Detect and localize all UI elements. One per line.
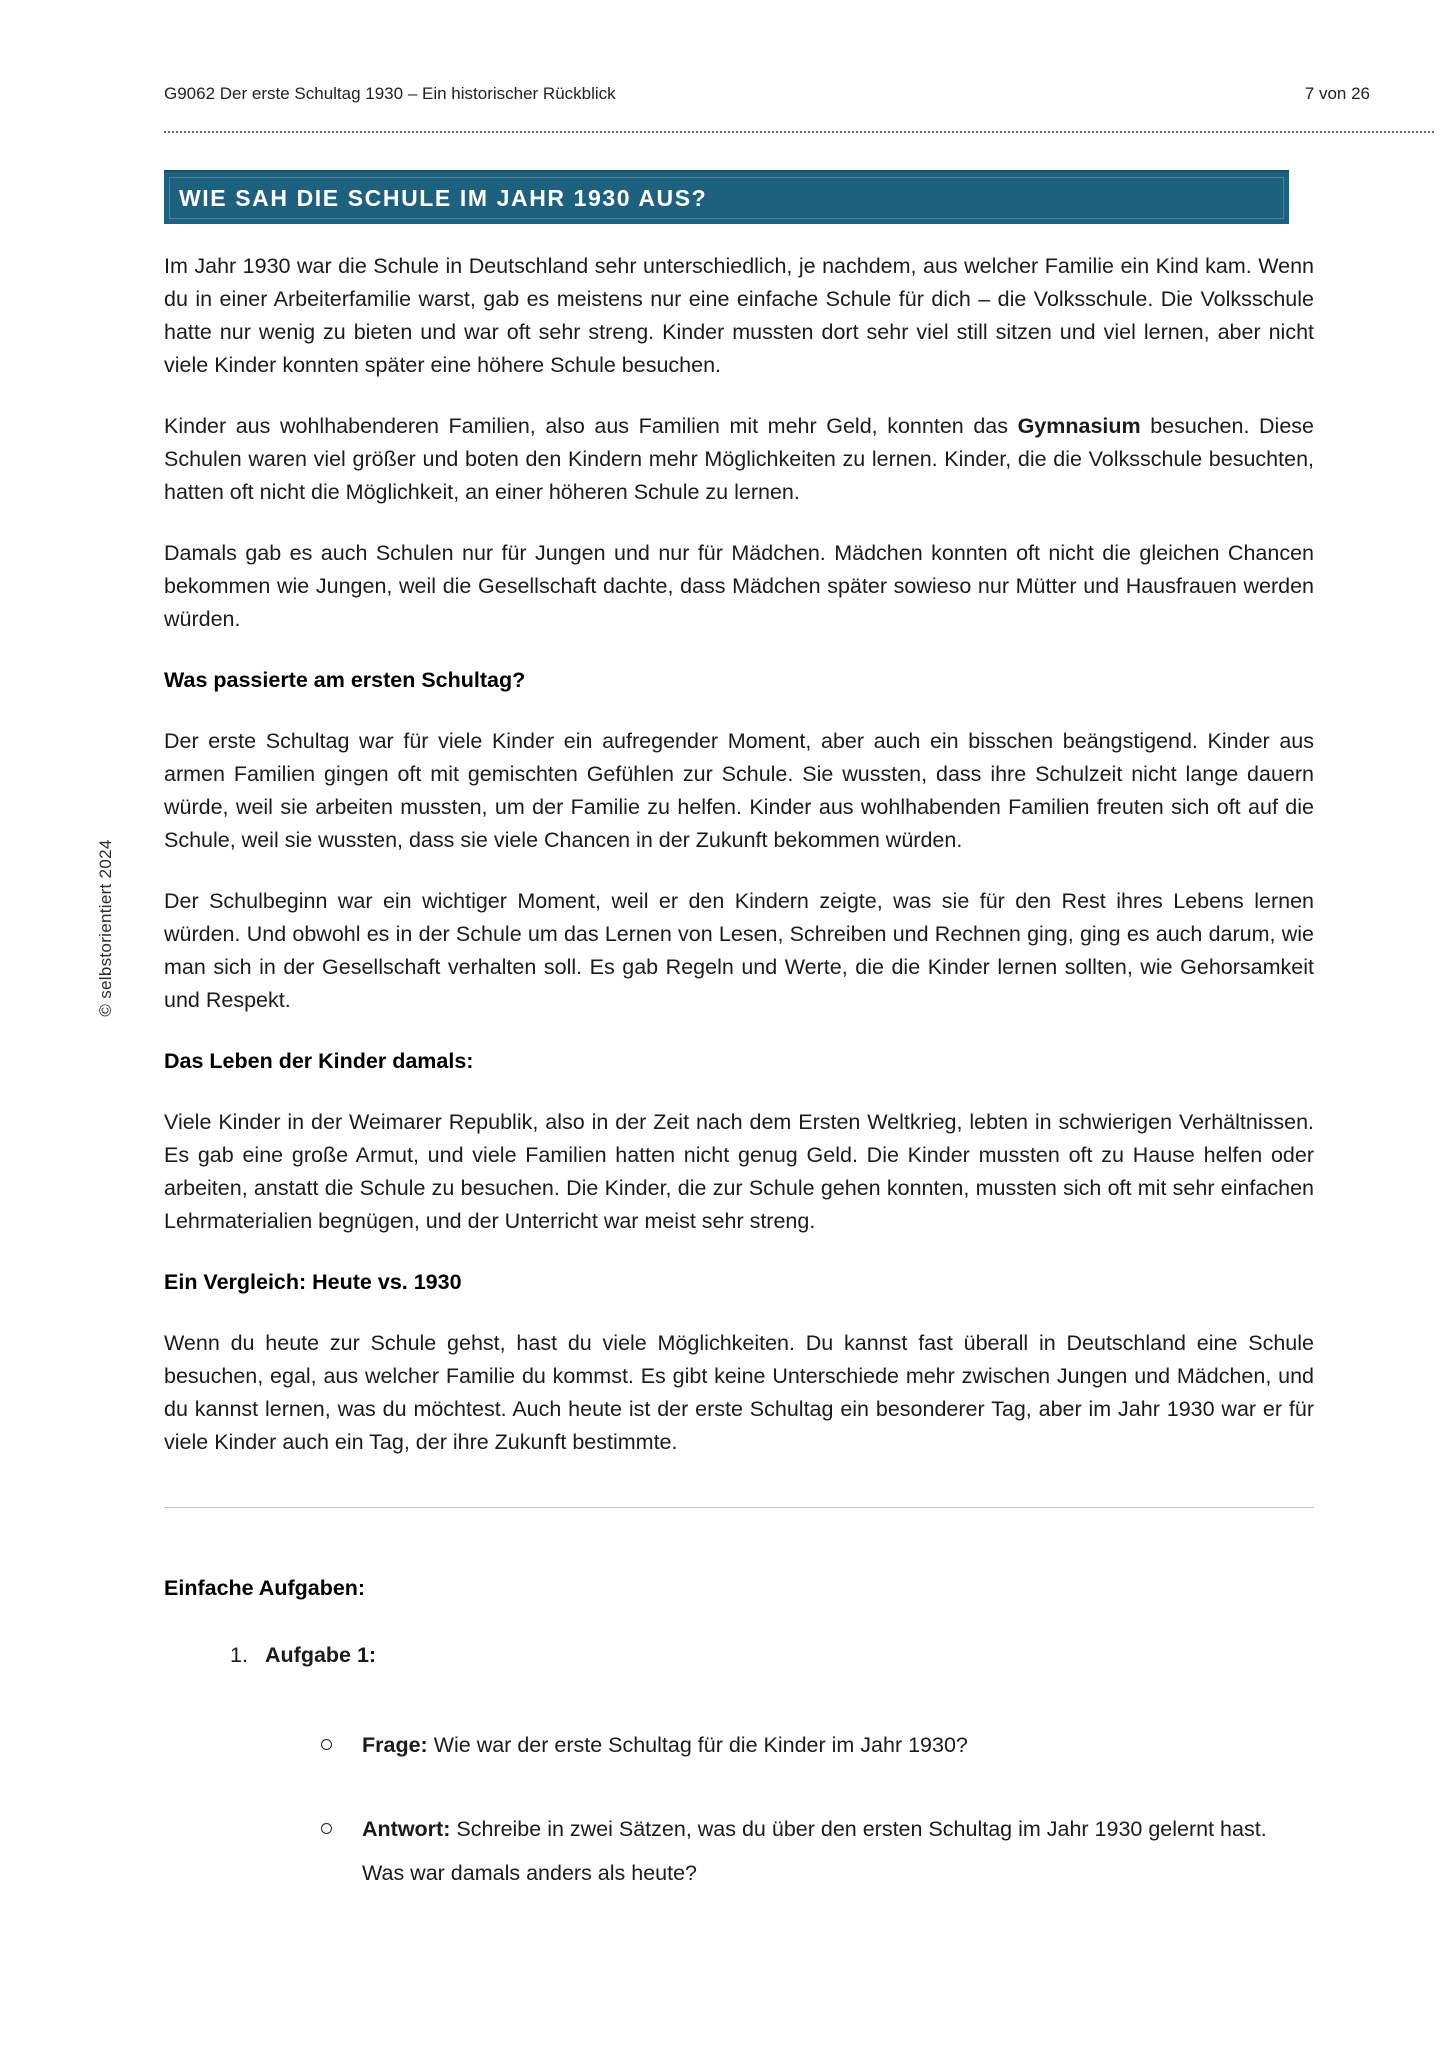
document-title: G9062 Der erste Schultag 1930 – Ein historischer Rückblick: [164, 84, 616, 103]
section-title: WIE SAH DIE SCHULE IM JAHR 1930 AUS?: [179, 184, 708, 211]
paragraph-gymnasium-pre: Kinder aus wohlhabenderen Familien, also aus Familien mit mehr Geld, konnten das: [164, 414, 1018, 438]
circle-bullet-icon: [321, 1739, 332, 1750]
section-title-banner: [164, 170, 1289, 224]
paragraph-erster-schultag: Der erste Schultag war für viele Kinder ein aufregender Moment, aber auch ein bisschen beängstigend. Kinder aus armen Familien gingen oft mit gemischten Gefühlen zur Schule. Sie wussten, dass ihre Schulzeit nicht lange dauern würde, weil sie arbeiten mussten, um der Familie zu helfen. Kinder aus wohlhabenden Familien freuten sich oft auf die Schule, weil sie wussten, dass sie viele Chancen in der Zukunft bekommen würden.: [164, 729, 1314, 852]
frage-text: Wie war der erste Schultag für die Kinder im Jahr 1930?: [433, 1733, 968, 1757]
main-content: [164, 170, 1314, 1895]
tasks-heading: Einfache Aufgaben:: [164, 1576, 366, 1600]
task-item-1-number: 1.: [230, 1643, 248, 1667]
paragraph-vergleich: Wenn du heute zur Schule gehst, hast du viele Möglichkeiten. Du kannst fast überall in Deutschland eine Schule besuchen, egal, aus welcher Familie du kommst. Es gibt keine Unterschiede mehr zwischen Jungen und Mädchen, und du kannst lernen, was du möchtest. Auch heute ist der erste Schultag ein besonderer Tag, aber im Jahr 1930 war er für viele Kinder auch ein Tag, der ihre Zukunft bestimmte.: [164, 1331, 1314, 1454]
header-divider-dotted: [164, 131, 1434, 133]
bold-word-gymnasium: Gymnasium: [1017, 414, 1141, 438]
frage-label: Frage:: [362, 1733, 428, 1757]
paragraph-jungen-maedchen: Damals gab es auch Schulen nur für Jungen und nur für Mädchen. Mädchen konnten oft nicht die gleichen Chancen bekommen wie Jungen, weil die Gesellschaft dachte, dass Mädchen später sowieso nur Mütter und Hausfrauen werden würden.: [164, 541, 1314, 631]
heading-vergleich: Ein Vergleich: Heute vs. 1930: [164, 1270, 462, 1294]
task-item-1-label: Aufgabe 1:: [265, 1643, 377, 1667]
section-divider-line: [164, 1507, 1314, 1508]
paragraph-schulbeginn: Der Schulbeginn war ein wichtiger Moment, weil er den Kindern zeigte, was sie für den Rest ihres Lebens lernen würden. Und obwohl es in der Schule um das Lernen von Lesen, Schreiben und Rechnen ging, ging es auch darum, wie man sich in der Gesellschaft verhalten soll. Es gab Regeln und Werte, die die Kinder lernen sollten, wie Gehorsamkeit und Respekt.: [164, 889, 1314, 1012]
page-number: 7 von 26: [1304, 84, 1370, 103]
heading-leben-der-kinder: Das Leben der Kinder damals:: [164, 1049, 474, 1073]
antwort-label: Antwort:: [362, 1817, 451, 1841]
heading-erster-schultag: Was passierte am ersten Schultag?: [164, 668, 526, 692]
task-frage-item: [164, 1723, 1277, 1767]
paragraph-volksschule: Im Jahr 1930 war die Schule in Deutschland sehr unterschiedlich, je nachdem, aus welcher Familie ein Kind kam. Wenn du in einer Arbeiterfamilie warst, gab es meistens nur eine einfache Schule für dich – die Volksschule. Die Volksschule hatte nur wenig zu bieten und war oft sehr streng. Kinder mussten dort sehr viel still sitzen und viel lernen, aber nicht viele Kinder konnten später eine höhere Schule besuchen.: [164, 254, 1314, 377]
paragraph-gymnasium: [164, 410, 1314, 509]
paragraph-gymnasium-post: besuchen. Diese Schulen waren viel größer und boten den Kindern mehr Möglichkeiten zu lernen. Kinder, die die Volksschule besuchten, hatten oft nicht die Möglichkeit, an einer höheren Schule zu lernen.: [164, 414, 1314, 504]
task-antwort-item: [164, 1807, 1277, 1895]
circle-bullet-icon: [321, 1823, 332, 1834]
antwort-text: Schreibe in zwei Sätzen, was du über den ersten Schultag im Jahr 1930 gelernt hast. Was war damals anders als heute?: [362, 1817, 1267, 1885]
copyright-vertical-text: © selbstorientiert 2024: [96, 839, 115, 1017]
page-header: [164, 84, 1370, 104]
paragraph-weimarer-republik: Viele Kinder in der Weimarer Republik, also in der Zeit nach dem Ersten Weltkrieg, lebten in schwierigen Verhältnissen. Es gab eine große Armut, und viele Familien hatten nicht genug Geld. Die Kinder mussten oft zu Hause helfen oder arbeiten, anstatt die Schule zu besuchen. Die Kinder, die zur Schule gehen konnten, mussten sich oft mit sehr einfachen Lehrmaterialien begnügen, und der Unterricht war meist sehr streng.: [164, 1110, 1314, 1233]
task-item-1: [164, 1633, 1314, 1677]
